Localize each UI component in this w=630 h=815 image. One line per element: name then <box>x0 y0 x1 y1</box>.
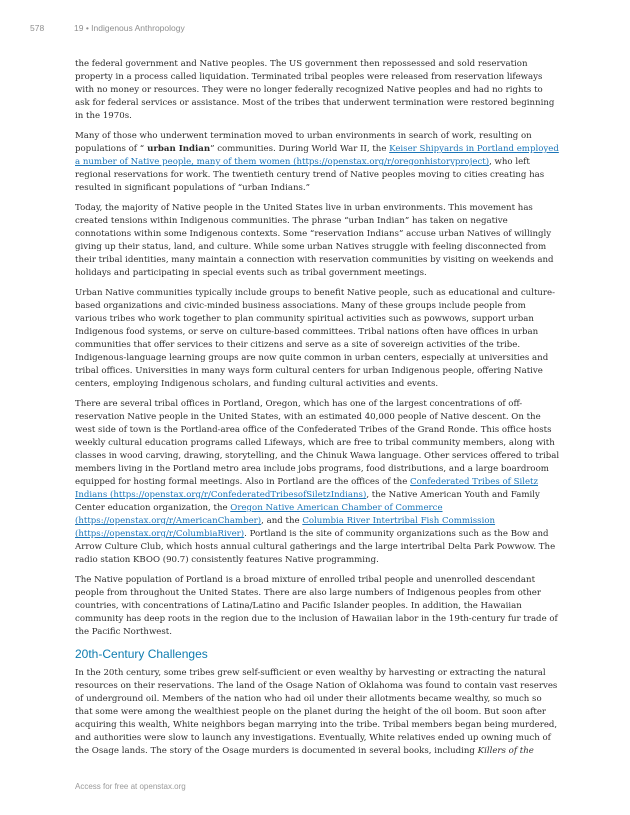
paragraph-osage <box>75 667 560 758</box>
link-chamber-of-commerce[interactable]: Oregon Native American Chamber of Commerce (https://openstax.org/r/AmericanChamber) <box>75 503 443 526</box>
paragraph-portland-offices <box>75 398 560 567</box>
page-footer: Access for free at openstax.org <box>75 782 186 791</box>
paragraph-urban-tensions: Today, the majority of Native people in the United States live in urban environments. This movement has created tensions within Indigenous communities. The phrase “urban Indian” has taken on negative connotations within some Indigenous contexts. Some “reservation Indians” accuse urban Natives of willingly giving up their status, land, and culture. While some urban Natives struggle with feeling disconnected from their tribal identities, many maintain a connection with reservation communities by visiting on weekends and holidays and participating in special events such as tribal government meetings. <box>75 203 554 278</box>
paragraph-termination: the federal government and Native peoples. The US government then repossessed and sold reservation property in a process called liquidation. Terminated tribal peoples were released from reservation lifeways with no money or resources. They were no longer federally recognized Native peoples and had no rights to ask for federal services or assistance. Most of the tribes that underwent termination were restored beginning in the 1970s. <box>75 59 555 121</box>
running-header <box>30 23 185 33</box>
paragraph-urban-communities: Urban Native communities typically include groups to benefit Native people, such as educational and culture-based organizations and civic-minded business associations. Many of these groups include people from various tribes who work together to plan community spiritual activities such as powwows, support urban Indigenous food systems, or serve on culture-based committees. Tribal nations often have offices in urban communities that offer services to their citizens and serve as a site of sovereign activities of the tribe. Indigenous-language learning groups are now quite common in urban centers, especially at universities and tribal offices. Universities in many ways form cultural centers for urban Indigenous people, offering Native centers, employing Indigenous scholars, and funding cultural activities and events. <box>75 288 556 389</box>
text-run: Many of those who underwent termination moved to urban environments in search of work, resulting on populations of “ <box>75 131 532 154</box>
book-title: Killers of the <box>477 746 534 756</box>
text-run: , the Native American Youth and Family Center education organization, the <box>75 490 540 513</box>
text-run: , who left regional reservations for work. The twentieth century trend of Native peoples moving to cities creating has resulted in significant populations of “urban Indians.” <box>75 157 545 193</box>
key-term-urban-indian: urban Indian <box>144 144 211 154</box>
text-run: ” communities. During World War II, the <box>210 144 390 154</box>
chapter-title: 19 • Indigenous Anthropology <box>74 23 185 33</box>
main-content <box>75 58 560 765</box>
text-run: . Portland is the site of community organizations such as the Bow and Arrow Culture Club, which hosts annual cultural gatherings and the large intertribal Delta Park Powwow. The radio station KBOO (90.7) consistently features Native programming. <box>75 529 556 565</box>
paragraph-urban-migration <box>75 130 560 195</box>
section-heading: 20th-Century Challenges <box>75 647 208 661</box>
text-run: In the 20th century, some tribes grew self-sufficient or even wealthy by harvesting or extracting the natural resources on their reservations. The land of the Osage Nation of Oklahoma was found to contain vast reserves of underground oil. Members of the nation who had oil under their allotments became wealthy, so much so that some were among the wealthiest people on the planet during the height of the oil boom. But soon after acquiring this wealth, White neighbors began marrying into the tribe. Tribal members began being murdered, and authorities were slow to launch any investigations. Eventually, White relatives ended up owning much of the Osage lands. The story of the Osage murders is documented in several books, including <box>75 668 558 756</box>
page-number: 578 <box>30 23 45 33</box>
link-siletz-indians[interactable]: Confederated Tribes of Siletz Indians (https://openstax.org/r/ConfederatedTribesofSiletzIndians) <box>75 477 539 500</box>
text-run: , and the <box>261 516 303 526</box>
link-keiser-shipyards[interactable]: Keiser Shipyards in Portland employed a number of Native people, many of them women (https://openstax.org/r/oregonhistoryproject) <box>75 144 559 167</box>
text-run: There are several tribal offices in Portland, Oregon, which has one of the largest concentrations of off-reservation Native people in the United States, with an estimated 40,000 people of Native descent. On the west side of town is the Portland-area office of the Confederated Tribes of the Grand Ronde. This office hosts weekly cultural education programs called Lifeways, which are free to tribal community members, along with classes in wood carving, drawing, storytelling, and the Chinuk Wawa language. Other services offered to tribal members living in the Portland metro area include jobs programs, food distributions, and a large boardroom equipped for hosting formal meetings. Also in Portland are the offices of the <box>75 399 560 487</box>
paragraph-portland-population: The Native population of Portland is a broad mixture of enrolled tribal people and unenrolled descendant people from throughout the United States. There are also large numbers of Indigenous peoples from other countries, with concentrations of Latina/Latino and Pacific Islander peoples. In addition, the Hawaiian community has deep roots in the region due to the inclusion of Hawaiian labor in the 19th-century fur trade of the Pacific Northwest. <box>75 575 558 637</box>
link-fish-commission[interactable]: Columbia River Intertribal Fish Commission (https://openstax.org/r/ColumbiaRiver) <box>75 516 496 539</box>
